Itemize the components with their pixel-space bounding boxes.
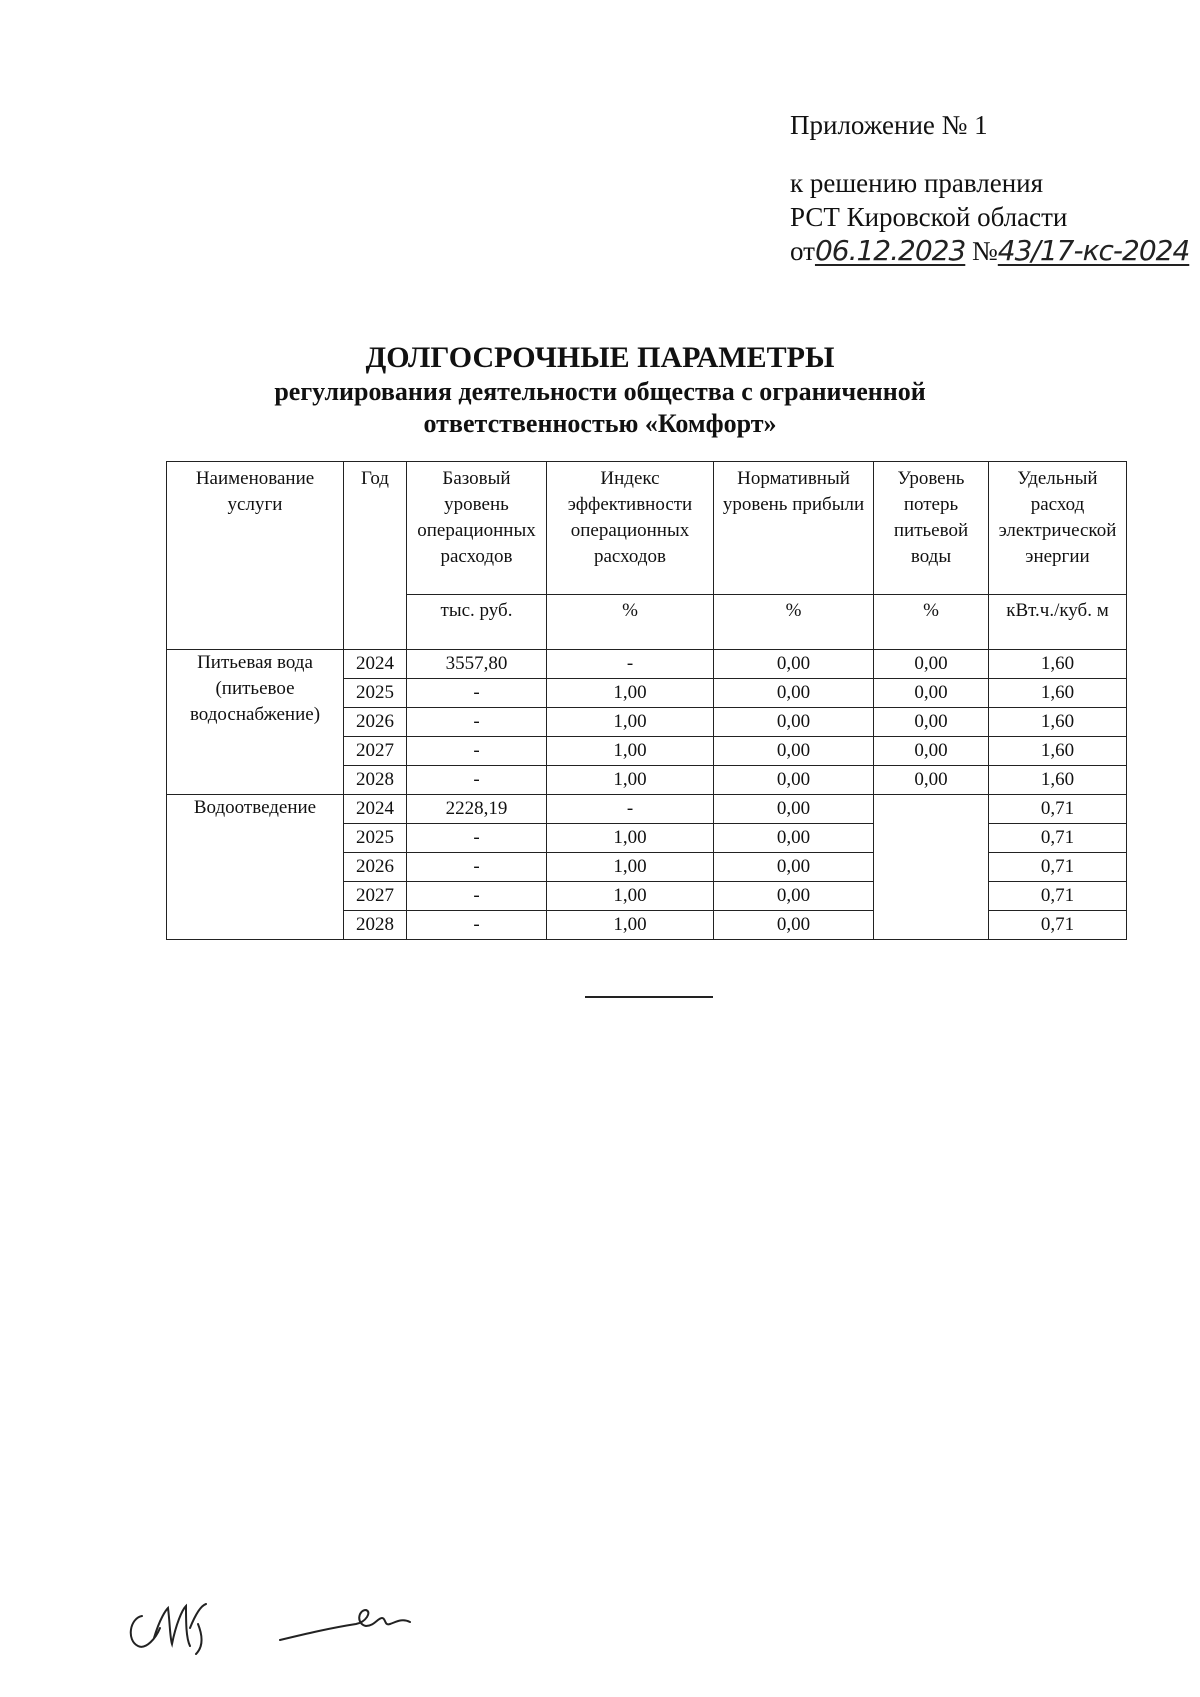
energy-cell: 1,60 [989,766,1127,795]
losses-cell-empty [874,795,989,940]
year-cell: 2024 [344,650,407,679]
index-cell: 1,00 [547,708,714,737]
energy-cell: 0,71 [989,882,1127,911]
losses-cell: 0,00 [874,679,989,708]
unit-energy: кВт.ч./куб. м [989,595,1127,650]
handwritten-date: 06.12.2023 [814,234,966,267]
year-cell: 2027 [344,737,407,766]
energy-cell: 0,71 [989,824,1127,853]
table-row [167,795,1127,824]
base-cell: - [407,853,547,882]
header-index: Индекс эффективности операционных расходов [547,462,714,595]
annex-line1: к решению правления [790,168,1044,198]
index-cell: 1,00 [547,853,714,882]
header-energy: Удельный расход электрической энергии [989,462,1127,595]
unit-losses: % [874,595,989,650]
signature-1 [131,1604,206,1654]
title-main: ДОЛГОСРОЧНЫЕ ПАРАМЕТРЫ [365,341,835,374]
profit-cell: 0,00 [714,853,874,882]
energy-cell: 1,60 [989,650,1127,679]
year-cell: 2025 [344,824,407,853]
document-title [100,340,1100,440]
year-cell: 2025 [344,679,407,708]
index-cell: 1,00 [547,824,714,853]
energy-cell: 1,60 [989,708,1127,737]
index-cell: 1,00 [547,766,714,795]
profit-cell: 0,00 [714,824,874,853]
base-cell: - [407,737,547,766]
profit-cell: 0,00 [714,882,874,911]
year-cell: 2026 [344,708,407,737]
title-sub2: ответственностью «Комфорт» [423,409,777,438]
year-cell: 2027 [344,882,407,911]
year-cell: 2026 [344,853,407,882]
header-losses: Уровень потерь питьевой воды [874,462,989,595]
header-row [167,462,1127,595]
table-body [167,650,1127,940]
parameters-table [166,461,1127,940]
energy-cell: 1,60 [989,737,1127,766]
service-cell: Питьевая вода (питьевое водоснабжение) [167,650,344,795]
index-cell: 1,00 [547,679,714,708]
service-cell: Водоотведение [167,795,344,940]
closing-rule [585,996,713,998]
year-cell: 2028 [344,911,407,940]
base-cell: - [407,824,547,853]
header-year: Год [344,462,407,650]
index-cell: 1,00 [547,911,714,940]
base-cell: - [407,679,547,708]
annex-number: Приложение № 1 [790,110,988,140]
unit-profit: % [714,595,874,650]
unit-base: тыс. руб. [407,595,547,650]
profit-cell: 0,00 [714,679,874,708]
index-cell: - [547,795,714,824]
base-cell: 3557,80 [407,650,547,679]
date-prefix: от [790,236,815,266]
annex-line2: РСТ Кировской области [790,202,1068,232]
header-base: Базовый уровень операционных расходов [407,462,547,595]
header-service: Наименование услуги [167,462,344,650]
base-cell: - [407,766,547,795]
year-cell: 2028 [344,766,407,795]
year-cell: 2024 [344,795,407,824]
base-cell: - [407,882,547,911]
annex-block [790,108,1189,268]
table-row [167,650,1127,679]
header-profit: Нормативный уровень прибыли [714,462,874,595]
signature-2 [280,1610,410,1640]
index-cell: - [547,650,714,679]
losses-cell: 0,00 [874,650,989,679]
title-sub1: регулирования деятельности общества с ограниченной [274,377,926,406]
losses-cell: 0,00 [874,766,989,795]
energy-cell: 1,60 [989,679,1127,708]
energy-cell: 0,71 [989,911,1127,940]
index-cell: 1,00 [547,737,714,766]
base-cell: - [407,911,547,940]
base-cell: 2228,19 [407,795,547,824]
profit-cell: 0,00 [714,650,874,679]
losses-cell: 0,00 [874,708,989,737]
unit-index: % [547,595,714,650]
annex-date-line [790,234,1189,268]
profit-cell: 0,00 [714,795,874,824]
index-cell: 1,00 [547,882,714,911]
energy-cell: 0,71 [989,853,1127,882]
profit-cell: 0,00 [714,766,874,795]
signatures [120,1588,420,1658]
base-cell: - [407,708,547,737]
profit-cell: 0,00 [714,737,874,766]
energy-cell: 0,71 [989,795,1127,824]
handwritten-number: 43/17-кс-2024 [997,234,1190,267]
losses-cell: 0,00 [874,737,989,766]
num-prefix: № [972,236,998,266]
profit-cell: 0,00 [714,708,874,737]
profit-cell: 0,00 [714,911,874,940]
